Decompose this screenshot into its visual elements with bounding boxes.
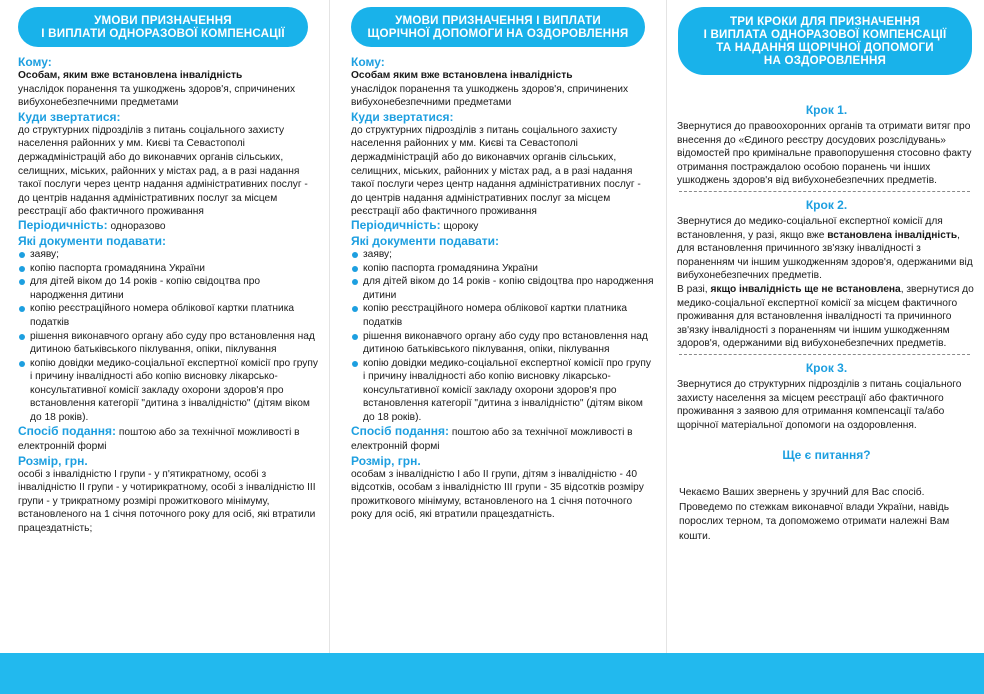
doc-item: рішення виконавчого органу або суду про встановлення над дитиною батьківського піклування, опіки, піклування <box>351 330 655 357</box>
bullet-icon <box>19 306 25 312</box>
doc-item: заяву; <box>351 248 655 262</box>
period-row <box>351 219 655 234</box>
bullet-icon <box>19 279 25 285</box>
panel-header <box>351 7 645 47</box>
panel-title-line: І ВИПЛАТА ОДНОРАЗОВОЇ КОМПЕНСАЦІЇ <box>703 28 947 41</box>
panel-title-line: УМОВИ ПРИЗНАЧЕННЯ І ВИПЛАТИ <box>395 14 601 27</box>
fold-line-1 <box>329 0 330 694</box>
bullet-icon <box>352 334 358 340</box>
bullet-icon <box>352 306 358 312</box>
doc-item: рішення виконавчого органу або суду про встановлення над дитиною батьківського піклування, опіки, піклування <box>18 330 318 357</box>
bullet-icon <box>352 361 358 367</box>
method-heading: Спосіб подання: <box>18 423 117 438</box>
panel-title-line: ЩОРІЧНОЇ ДОПОМОГИ НА ОЗДОРОВЛЕННЯ <box>367 27 629 40</box>
amount-heading: Розмір, грн. <box>351 453 421 468</box>
footer-band <box>0 653 984 694</box>
step3-text: Звернутися до структурних підрозділів з питань соціального захисту населення за місцем реєстрації або фактичного проживання з заявою для отримання компенсації та/або щорічної матеріальної допомоги на оздоровлення. <box>677 378 962 431</box>
bullet-icon <box>19 266 25 272</box>
step3-heading: Крок 3. <box>805 360 848 375</box>
doc-item: копію реєстраційного номера облікової картки платника податків <box>18 302 318 329</box>
to-whom-heading: Кому: <box>351 55 385 69</box>
step2-text: Звернутися до медико-соціальної експертної комісії для встановлення, у разі, якщо вже встановлена інвалідність, для встановлення причинного зв'язку інвалідності з пораненням чи іншим ушкодженням здоров'я, одержаними від вибухонебезпечних предметів. <box>677 215 973 282</box>
panel-annual-health-aid <box>331 0 665 652</box>
method-row <box>351 425 655 454</box>
panel-title-line: ТА НАДАННЯ ЩОРІЧНОЇ ДОПОМОГИ <box>716 41 934 54</box>
panel-header <box>678 7 972 75</box>
divider <box>679 191 970 192</box>
step1-text: Звернутися до правоохоронних органів та отримати витяг про внесення до «Єдиного реєстру досудових розслідувань» відомостей про кримінальне правопорушення стосовно факту отримання постраждалою особою поранень чи інших ушкоджень здоров'я від вибухонебезпечних предметів. <box>677 121 972 187</box>
period-value: щороку <box>443 220 479 232</box>
to-whom-bold: Особам, яким вже встановлена інвалідність <box>18 70 243 81</box>
to-whom-bold: Особам яким вже встановлена інвалідність <box>351 70 573 81</box>
period-value: одноразово <box>110 220 166 232</box>
doc-item: копію довідки медико-соціальної експертної комісії про групу і причину інвалідності або копію висновку лікарсько-консультативної комісії закладу охорони здоров'я про встановлення категорії "дитина з інвалідністю" (дітям віком до 18 років). <box>18 357 318 425</box>
doc-item: копію паспорта громадянина України <box>18 262 318 276</box>
method-value: поштою або за технічної можливості в електронній формі <box>18 426 300 452</box>
period-heading: Періодичність: <box>18 217 108 232</box>
period-row <box>18 219 318 234</box>
doc-item: копію реєстраційного номера облікової картки платника податків <box>351 302 655 329</box>
amount-text: особі з інвалідністю І групи - у п'ятикратному, особі з інвалідністю ІІ групи - у чотирикратному, особі з інвалідністю ІІІ групи - у трикратному розмірі прожиткового мінімуму, встановленого на 1 січня поточного року для осіб, які втратили працездатність; <box>18 468 316 535</box>
panel-one-time-compensation <box>0 0 328 652</box>
where-text: до структурних підрозділів з питань соціального захисту населення районних у мм. Києві та Севастополі держадміністрацій або до виконавчих органів сільських, селищних, міських, районних у містах рад, а в разі надання такої послуги через центр надання адміністративних послуг - до центрів надання адміністративних послуг за місцем реєстрації або фактичного проживання <box>351 124 641 218</box>
where-text: до структурних підрозділів з питань соціального захисту населення районних у мм. Києві та Севастополі держадміністрацій або до виконавчих органів сільських, селищних, міських, районних у містах рад, а в разі надання такої послуги через центр надання адміністративних послуг - до центрів надання адміністративних послуг за місцем реєстрації або фактичного проживання <box>18 124 308 218</box>
panel-header <box>18 7 308 47</box>
docs-heading: Які документи подавати: <box>18 233 167 248</box>
fold-line-2 <box>666 0 667 694</box>
bullet-icon <box>19 361 25 367</box>
doc-item: копію довідки медико-соціальної експертної комісії про групу і причину інвалідності або копію висновку лікарсько-консультативної комісії закладу охорони здоров'я про встановлення категорії "дитина з інвалідністю" (дітям віком до 18 років). <box>351 357 655 425</box>
bullet-icon <box>352 279 358 285</box>
method-value: поштою або за технічної можливості в електронній формі <box>351 426 633 452</box>
bullet-icon <box>352 266 358 272</box>
to-whom-text: унаслідок поранення та ушкоджень здоров'я, спричинених вибухонебезпечними предметами <box>351 83 629 109</box>
question-heading: Ще є питання? <box>782 448 871 463</box>
panel-title-line: І ВИПЛАТИ ОДНОРАЗОВОЇ КОМПЕНСАЦІЇ <box>41 27 285 40</box>
method-row <box>18 425 318 454</box>
step1-heading: Крок 1. <box>805 103 848 117</box>
to-whom-heading: Кому: <box>18 55 52 69</box>
panel-title-line: УМОВИ ПРИЗНАЧЕННЯ <box>94 14 232 27</box>
where-heading: Куди звертатися: <box>351 109 454 124</box>
docs-list <box>18 248 318 425</box>
doc-item: для дітей віком до 14 років - копію свідоцтва про народження дитини <box>351 275 655 302</box>
amount-text: особам з інвалідністю І або ІІ групи, дітям з інвалідністю - 40 відсотків, особам з інвалідністю ІІІ групи - 35 відсотків розміру прожиткового мінімуму, встановленого на 1 січня поточного року для осіб, які втратили працездатність. <box>351 468 644 521</box>
docs-heading: Які документи подавати: <box>351 233 500 248</box>
panel-title-line: НА ОЗДОРОВЛЕННЯ <box>763 54 887 67</box>
doc-item: заяву; <box>18 248 318 262</box>
docs-list <box>351 248 655 425</box>
divider <box>679 354 970 355</box>
method-heading: Спосіб подання: <box>351 423 450 438</box>
bullet-icon <box>352 252 358 258</box>
doc-item: для дітей віком до 14 років - копію свідоцтва про народження дитини <box>18 275 318 302</box>
amount-heading: Розмір, грн. <box>18 453 88 468</box>
step2-text-extra: В разі, якщо інвалідність ще не встановлена, звернутися до медико-соціальної експертної комісії за місцем фактичного проживання для встановлення інвалідності та причинного зв'язку інвалідності з пораненням чи іншим ушкодженням здоров'я, одержаними від вибухонебезпечних предметів. <box>677 283 974 350</box>
period-heading: Періодичність: <box>351 217 441 232</box>
closing-text: Чекаємо Ваших звернень у зручний для Вас спосіб. Проведемо по стежкам виконавчої влади України, навідь порослих терном, та допоможемо отримати належні Вам кошти. <box>679 487 950 543</box>
panel-three-steps <box>668 0 984 652</box>
bullet-icon <box>19 334 25 340</box>
bullet-icon <box>19 252 25 258</box>
doc-item: копію паспорта громадянина України <box>351 262 655 276</box>
where-heading: Куди звертатися: <box>18 109 121 124</box>
step2-heading: Крок 2. <box>805 197 848 212</box>
panel-title-line: ТРИ КРОКИ ДЛЯ ПРИЗНАЧЕННЯ <box>729 15 921 28</box>
to-whom-text: унаслідок поранення та ушкоджень здоров'я, спричинених вибухонебезпечними предметами <box>18 83 296 109</box>
